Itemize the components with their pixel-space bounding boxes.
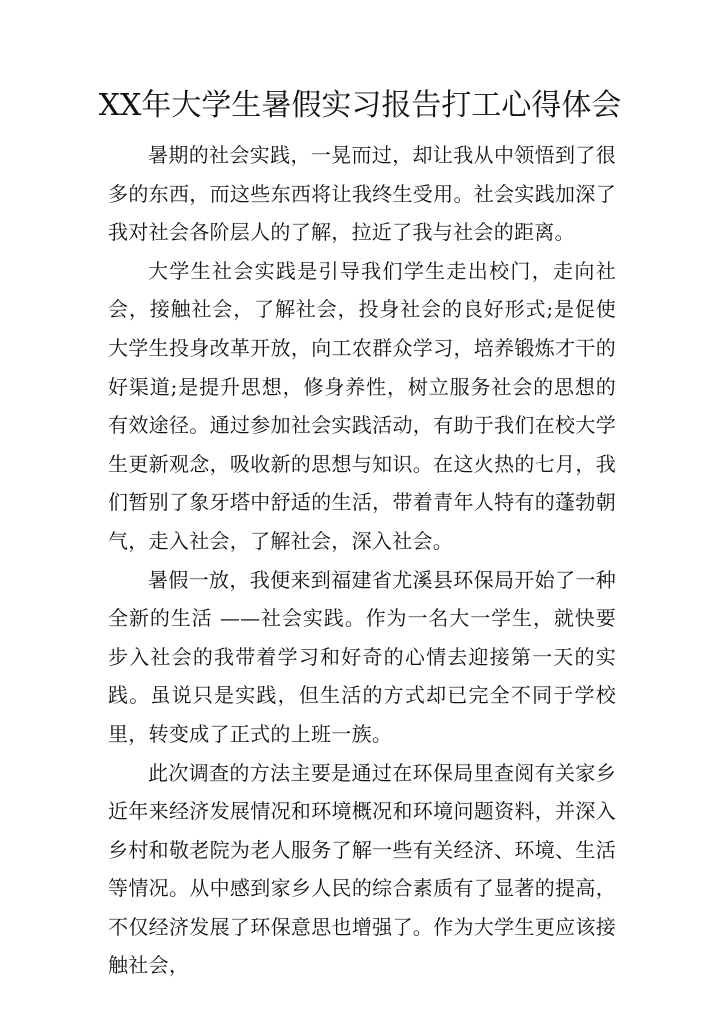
paragraph-4: 此次调查的方法主要是通过在环保局里查阅有关家乡近年来经济发展情况和环境概况和环境问题资料，并深入乡村和敬老院为老人服务了解一些有关经济、环境、生活等情况。从中感到家乡人民的综合素质有了显著的提高，不仅经济发展了环保意思也增强了。作为大学生更应该接触社会， [108,760,616,978]
paragraph-3: 暑假一放，我便来到福建省尤溪县环保局开始了一种全新的生活 ——社会实践。作为一名大一学生，就快要步入社会的我带着学习和好奇的心情去迎接第一天的实践。虽说只是实践，但生活的方式却已完全不同于学校里，转变成了正式的上班一族。 [108,567,616,746]
paragraph-1: 暑期的社会实践，一晃而过，却让我从中领悟到了很多的东西，而这些东西将让我终生受用。社会实践加深了我对社会各阶层人的了解，拉近了我与社会的距离。 [108,143,616,245]
paragraph-2: 大学生社会实践是引导我们学生走出校门，走向社会，接触社会，了解社会，投身社会的良好形式;是促使大学生投身改革开放，向工农群众学习，培养锻炼才干的好渠道;是提升思想，修身养性，树立服务社会的思想的有效途径。通过参加社会实践活动，有助于我们在校大学生更新观念，吸收新的思想与知识。在这火热的七月，我们暂别了象牙塔中舒适的生活，带着青年人特有的蓬勃朝气，走入社会，了解社会，深入社会。 [108,258,616,553]
document-body [108,136,616,985]
document-title: XX年大学生暑假实习报告打工心得体会 [98,88,622,123]
